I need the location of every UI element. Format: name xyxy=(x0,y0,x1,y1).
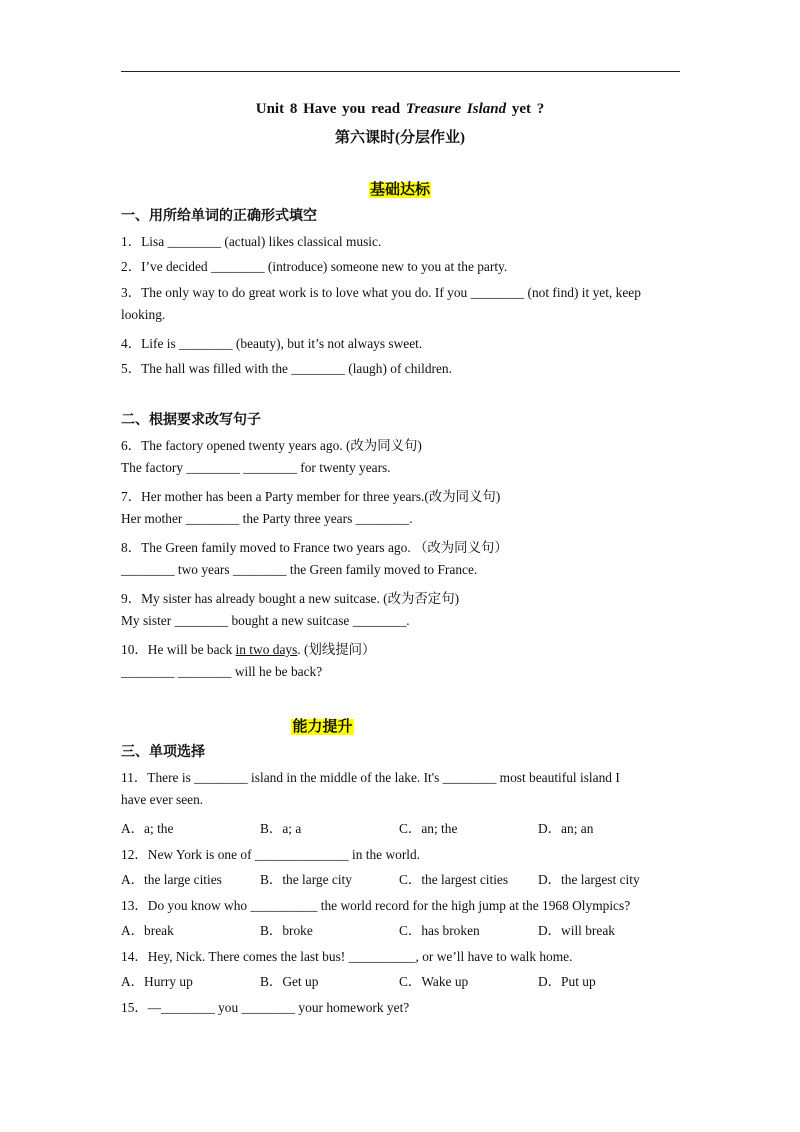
option-c: C．has broken xyxy=(399,923,480,938)
section-band-advanced xyxy=(0,715,645,736)
question-line: 8．The Green family moved to France two years ago. （改为同义句） xyxy=(121,540,508,555)
title-book-name: Treasure Island xyxy=(405,101,507,117)
section2-title: 二、根据要求改写句子 xyxy=(121,413,261,428)
option-d: D．the largest city xyxy=(538,872,640,887)
option-a: A．a; the xyxy=(121,821,174,836)
header-rule xyxy=(121,71,680,72)
question-instruction: . (划线提问） xyxy=(297,642,376,657)
question-line: 4．Life is ________ (beauty), but it’s not always sweet. xyxy=(121,336,423,351)
question-line xyxy=(121,639,375,658)
question-line: looking. xyxy=(121,307,166,322)
option-c: C．Wake up xyxy=(399,974,469,989)
question-line: 9．My sister has already bought a new suitcase. (改为否定句) xyxy=(121,591,460,606)
question-line: 13．Do you know who __________ the world record for the high jump at the 1968 Olympics? xyxy=(121,898,631,913)
answer-line: ________ two years ________ the Green family moved to France. xyxy=(121,562,478,577)
question-line: 2．I’ve decided ________ (introduce) someone new to you at the party. xyxy=(121,259,508,274)
answer-line: ________ ________ will he be back? xyxy=(121,664,323,679)
band-label: 基础达标 xyxy=(369,182,430,198)
option-b: B．a; a xyxy=(260,821,302,836)
question-line: 14．Hey, Nick. There comes the last bus! __________, or we’ll have to walk home. xyxy=(121,949,573,964)
title-suffix: yet ? xyxy=(511,101,545,117)
answer-line: My sister ________ bought a new suitcase ________. xyxy=(121,613,410,628)
question-line: 15．—________ you ________ your homework yet? xyxy=(121,1000,410,1015)
band-label: 能力提升 xyxy=(292,719,353,735)
section-band-basic xyxy=(0,178,800,199)
question-line: 3．The only way to do great work is to love what you do. If you ________ (not find) it yet, keep xyxy=(121,285,641,300)
question-line: 6．The factory opened twenty years ago. (改为同义句) xyxy=(121,438,422,453)
answer-line: The factory ________ ________ for twenty years. xyxy=(121,460,391,475)
option-a: A．Hurry up xyxy=(121,974,193,989)
question-text: 10．He will be back xyxy=(121,642,236,657)
option-a: A．the large cities xyxy=(121,872,222,887)
question-line: 1．Lisa ________ (actual) likes classical music. xyxy=(121,234,382,249)
option-d: D．an; an xyxy=(538,821,594,836)
section1-title: 一、用所给单词的正确形式填空 xyxy=(121,209,317,224)
option-c: C．the largest cities xyxy=(399,872,509,887)
question-line: have ever seen. xyxy=(121,792,204,807)
page-subtitle: 第六课时(分层作业) xyxy=(335,130,465,146)
question-line: 12．New York is one of ______________ in the world. xyxy=(121,847,421,862)
question-line: 5．The hall was filled with the ________ (laugh) of children. xyxy=(121,361,452,376)
question-line: 7．Her mother has been a Party member for three years.(改为同义句) xyxy=(121,489,501,504)
answer-line: Her mother ________ the Party three years ________. xyxy=(121,511,413,526)
option-b: B．the large city xyxy=(260,872,352,887)
underlined-phrase: in two days xyxy=(235,642,298,657)
question-line: 11．There is ________ island in the middle of the lake. It's ________ most beautiful island I xyxy=(121,770,620,785)
title-text: Unit 8 Have you read xyxy=(255,101,401,117)
option-d: D．Put up xyxy=(538,974,596,989)
page-title xyxy=(0,101,800,118)
option-a: A．break xyxy=(121,923,174,938)
section3-title: 三、单项选择 xyxy=(121,745,205,760)
option-b: B．Get up xyxy=(260,974,319,989)
option-b: B．broke xyxy=(260,923,313,938)
option-d: D．will break xyxy=(538,923,615,938)
option-c: C．an; the xyxy=(399,821,458,836)
